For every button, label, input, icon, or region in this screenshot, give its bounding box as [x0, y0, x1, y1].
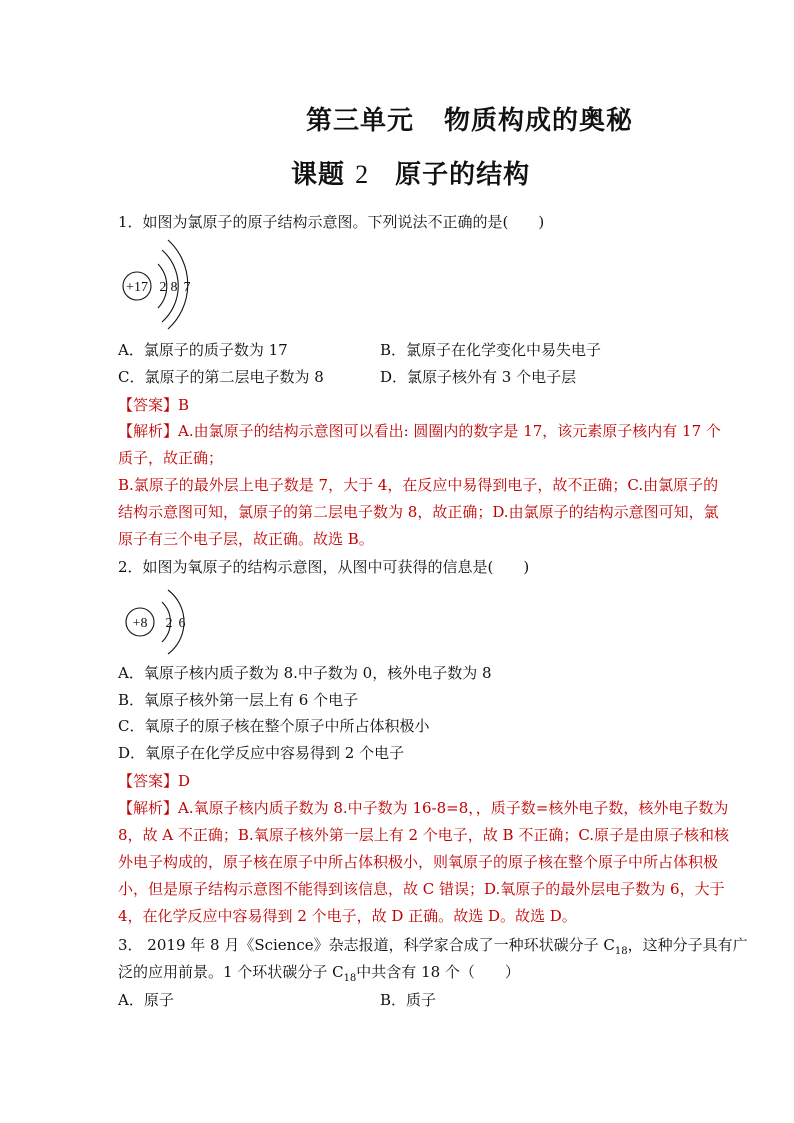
- lesson-title-number: 2: [355, 160, 370, 189]
- q1-option-c: C．氯原子的第二层电子数为 8: [118, 368, 324, 386]
- q1-answer: 【答案】B: [118, 396, 190, 414]
- q1-stem: 1．如图为氯原子的原子结构示意图。下列说法不正确的是( ): [118, 213, 545, 231]
- q1-analysis-line: 原子有三个电子层，故正确。故选 B。: [118, 530, 374, 548]
- unit-title-number: 第三单元: [306, 106, 415, 136]
- q3-option-b: B．质子: [380, 991, 437, 1009]
- q2-analysis-line: 小，但是原子结构示意图不能得到该信息，故 C 错误；D.氧原子的最外层电子数为 6，大于: [118, 880, 725, 898]
- q1-option-d: D．氯原子核外有 3 个电子层: [380, 368, 577, 386]
- q2-analysis-line: 【解析】A.氧原子核内质子数为 8.中子数为 16-8=8，，质子数=核外电子数，核外电子数为: [118, 799, 729, 817]
- q2-analysis-line: 4，在化学反应中容易得到 2 个电子，故 D 正确。故选 D。故选 D。: [118, 907, 577, 925]
- lesson-title-name: 原子的结构: [395, 160, 531, 190]
- q1-analysis-line: 结构示意图可知，氯原子的第二层电子数为 8，故正确；D.由氯原子的结构示意图可知，氯: [118, 503, 719, 521]
- q2-option-a: A．氧原子核内质子数为 8.中子数为 0，核外电子数为 8: [118, 664, 492, 682]
- q2-analysis-line: 外电子构成的，原子核在原子中所占体积极小，则氧原子的原子核在整个原子中所占体积极: [118, 853, 719, 871]
- q1-option-b: B．氯原子在化学变化中易失电子: [380, 341, 602, 359]
- q2-option-b: B．氧原子核外第一层上有 6 个电子: [118, 691, 359, 709]
- q1-analysis-line: 质子，故正确；: [118, 449, 224, 467]
- q2-option-d: D．氧原子在化学反应中容易得到 2 个电子: [118, 744, 405, 762]
- q1-analysis-line: B.氯原子的最外层上电子数是 7，大于 4，在反应中易得到电子，故不正确；C.由氯原子的: [118, 476, 719, 494]
- q2-answer: 【答案】D: [118, 772, 191, 790]
- shell-2-count: 8: [170, 280, 178, 295]
- shell-2-count: 6: [178, 616, 186, 631]
- q1-analysis-line: 【解析】A.由氯原子的结构示意图可以看出: 圆圈内的数字是 17，该元素原子核内有 17 个: [118, 422, 721, 440]
- lesson-title: [291, 154, 530, 191]
- shell-1-count: 2: [159, 280, 167, 295]
- unit-title-name: 物质构成的奥秘: [444, 106, 634, 136]
- chlorine-atom-diagram: [118, 236, 218, 332]
- unit-title: [306, 100, 633, 137]
- shell-1-count: 2: [165, 616, 173, 631]
- oxygen-atom-diagram: [118, 586, 202, 658]
- nucleus-charge: +17: [126, 280, 148, 295]
- q3-stem-line: 泛的应用前景。1 个环状碳分子 $C_{18}$中共含有 18 个（ ）: [118, 963, 520, 984]
- nucleus-charge: +8: [132, 616, 148, 631]
- q1-option-a: A．氯原子的质子数为 17: [118, 341, 288, 359]
- shell-3-count: 7: [183, 280, 191, 295]
- q3-option-a: A．原子: [118, 991, 174, 1009]
- lesson-title-label: 课题: [291, 160, 346, 190]
- q2-stem: 2．如图为氧原子的结构示意图，从图中可获得的信息是( ): [118, 558, 530, 576]
- q2-analysis-line: 8，故 A 不正确；B.氧原子核外第一层上有 2 个电子，故 B 不正确；C.原子是由原子核和核: [118, 826, 730, 844]
- q2-option-c: C．氧原子的原子核在整个原子中所占体积极小: [118, 717, 430, 735]
- q3-stem-line: 3． 2019 年 8 月《Science》杂志报道，科学家合成了一种环状碳分子 $C_{18}$，这种分子具有广: [118, 936, 748, 957]
